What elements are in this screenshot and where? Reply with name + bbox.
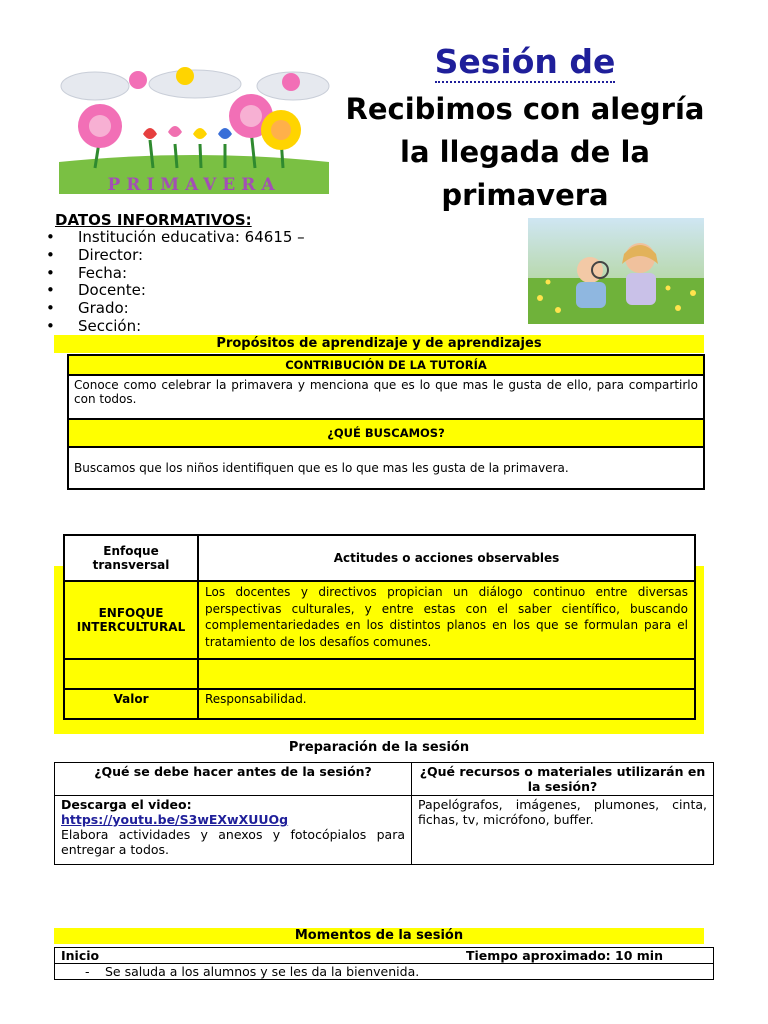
datos-list xyxy=(46,229,305,336)
momentos-table xyxy=(54,947,714,980)
inicio-row xyxy=(55,948,714,964)
session-title: Recibimos con alegría la llegada de la primavera xyxy=(345,92,705,212)
buscamos-header: ¿QUÉ BUSCAMOS? xyxy=(68,419,704,447)
list-item: • Institución educativa: 64615 – xyxy=(46,228,305,246)
enfoque-intercultural-label: ENFOQUE INTERCULTURAL xyxy=(64,581,198,659)
datos-heading: DATOS INFORMATIVOS: xyxy=(55,211,252,229)
antes-cell xyxy=(55,796,412,865)
video-link[interactable]: https://youtu.be/S3wEXwXUUOg xyxy=(61,812,289,827)
bullet: • xyxy=(46,228,55,246)
enfoque-table xyxy=(63,534,696,720)
bullet: • xyxy=(46,281,55,300)
empty-cell xyxy=(198,659,695,689)
antes-text: Elabora actividades y anexos y fotocópialos para entregar a todos. xyxy=(61,827,405,857)
tutoria-table xyxy=(67,354,705,490)
inicio-item-text: Se saluda a los alumnos y se les da la bienvenida. xyxy=(105,964,420,979)
contribucion-text: Conoce como celebrar la primavera y menciona que es lo que mas le gusta de ello, para compartirlo con todos. xyxy=(68,375,704,419)
recursos-text: Papelógrafos, imágenes, plumones, cinta, fichas, tv, micrófono, buffer. xyxy=(412,796,714,865)
list-item: • Director: xyxy=(46,245,144,264)
inicio-label: Inicio xyxy=(61,948,100,963)
valor-text: Responsabilidad. xyxy=(198,689,695,719)
antes-col-header: ¿Qué se debe hacer antes de la sesión? xyxy=(55,763,412,796)
logo-text: PRIMAVERA xyxy=(107,175,281,195)
list-item: • Fecha: xyxy=(46,263,128,282)
actitudes-col-header: Actitudes o acciones observables xyxy=(198,535,695,581)
list-item: • Docente: xyxy=(46,281,146,300)
bullet: • xyxy=(46,263,55,282)
buscamos-text: Buscamos que los niños identifiquen que es lo que mas les gusta de la primavera. xyxy=(68,447,704,489)
list-item: • Grado: xyxy=(46,299,129,318)
enfoque-col-header: Enfoque transversal xyxy=(64,535,198,581)
bullet: • xyxy=(46,245,55,264)
tiempo-label: Tiempo aproximado: 10 min xyxy=(466,948,663,963)
bullet: • xyxy=(46,299,55,318)
contribucion-header: CONTRIBUCIÓN DE LA TUTORÍA xyxy=(68,355,704,375)
valor-label: Valor xyxy=(64,689,198,719)
empty-cell xyxy=(64,659,198,689)
dash: - xyxy=(85,964,90,979)
preparacion-title: Preparación de la sesión xyxy=(288,740,470,755)
preparacion-table xyxy=(54,762,714,865)
inicio-item xyxy=(55,964,714,980)
bullet: • xyxy=(46,316,55,335)
list-item: • Sección: xyxy=(46,316,142,335)
momentos-title: Momentos de la sesión xyxy=(54,928,704,944)
recursos-col-header: ¿Qué recursos o materiales utilizarán en la sesión? xyxy=(412,763,714,796)
enfoque-intercultural-text: Los docentes y directivos propician un diálogo continuo entre diversas perspectivas culturales, y entre estas con el saber científico, buscando complementariedades en los distintos planos en los que se formulan para el tratamiento de los desafíos comunes. xyxy=(198,581,695,659)
children-photo xyxy=(528,218,704,324)
propositos-title: Propósitos de aprendizaje y de aprendizajes xyxy=(54,335,704,353)
video-label: Descarga el video: xyxy=(61,797,192,812)
primavera-logo xyxy=(55,60,333,198)
session-title-prefix: Sesión de xyxy=(434,42,616,81)
